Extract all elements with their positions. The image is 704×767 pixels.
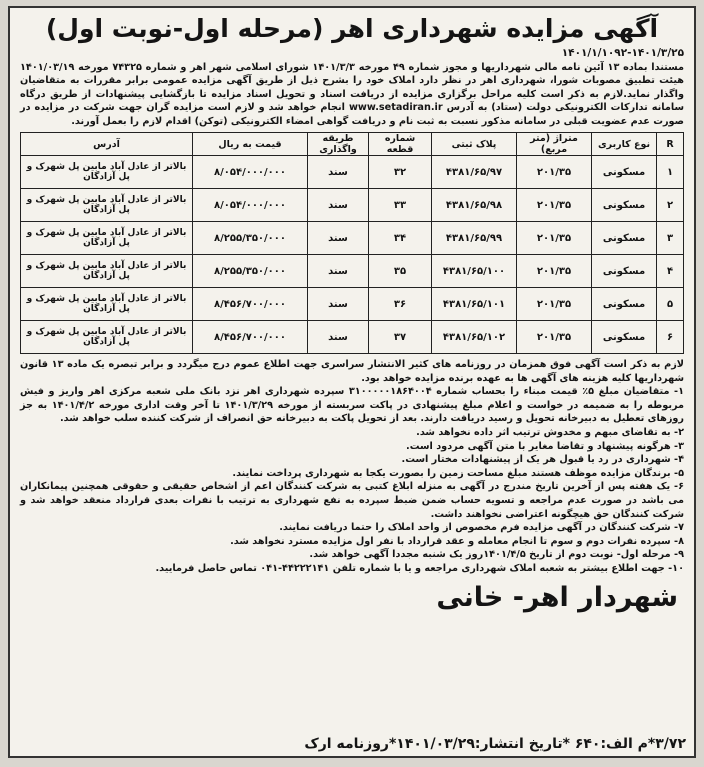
cell-method: سند — [308, 222, 369, 255]
cell-parcel: ۳۵ — [369, 255, 432, 288]
cell-price: ۸/۰۵۴/۰۰۰/۰۰۰ — [193, 156, 308, 189]
conditions-list — [20, 385, 684, 575]
table-row — [21, 156, 684, 189]
cell-method: سند — [308, 156, 369, 189]
table-row — [21, 189, 684, 222]
cell-type: مسکونی — [592, 189, 657, 222]
cell-price: ۸/۲۵۵/۳۵۰/۰۰۰ — [193, 222, 308, 255]
header-r: R — [657, 133, 684, 156]
cell-plate: ۴۳۸۱/۶۵/۱۰۰ — [432, 255, 517, 288]
cell-address: بالاتر از عادل آباد مابین پل شهرک و پل آزادگان — [21, 156, 193, 189]
condition-item: ۷- شرکت کنندگان در آگهی مزایده فرم مخصوص از واحد املاک را حتما دریافت نمایند. — [279, 522, 684, 534]
cell-r: ۶ — [657, 321, 684, 354]
cell-area: ۲۰۱/۳۵ — [517, 189, 592, 222]
cell-address: بالاتر از عادل آباد مابین پل شهرک و پل آزادگان — [21, 255, 193, 288]
cell-parcel: ۳۳ — [369, 189, 432, 222]
cell-address: بالاتر از عادل آباد مابین پل شهرک و پل آزادگان — [21, 189, 193, 222]
table-header-row — [21, 133, 684, 156]
condition-item: ۵- برندگان مزایده موظف هستند مبلغ مساحت زمین را بصورت یکجا به شهرداری پرداخت نمایند. — [232, 467, 684, 479]
header-area: متراژ (متر مربع) — [517, 133, 592, 156]
cell-plate: ۴۳۸۱/۶۵/۹۸ — [432, 189, 517, 222]
header-price: قیمت به ریال — [193, 133, 308, 156]
cell-type: مسکونی — [592, 288, 657, 321]
cell-area: ۲۰۱/۳۵ — [517, 321, 592, 354]
cell-type: مسکونی — [592, 156, 657, 189]
mayor-signature: شهردار اهر- خانی — [436, 581, 678, 613]
page-title: آگهی مزایده شهرداری اهر (مرحله اول-نوبت اول) — [45, 14, 659, 43]
setad-url: www.setadiran.ir — [348, 102, 443, 114]
header-parcel: شماره قطعه — [369, 133, 432, 156]
table-row — [21, 255, 684, 288]
condition-item: ۴- شهرداری در رد یا قبول هر یک از پیشنهادات مختار است. — [401, 454, 684, 466]
conditions-lead: لازم به ذکر است آگهی فوق همزمان در روزنامه های کثیر الانتشار سراسری جهت اطلاع عموم درج میگردد و برابر تبصره یک ماده ۱۳ قانون شهرداریها کلیه هزینه های آگهی ها به عهده برنده مزایده خواهد بود. — [20, 359, 684, 384]
conditions-block — [20, 358, 684, 576]
cell-type: مسکونی — [592, 255, 657, 288]
condition-item: ۳- هرگونه پیشنهاد و تقاضا مغایر با متن آگهی مردود است. — [406, 440, 684, 452]
cell-address: بالاتر از عادل آباد مابین پل شهرک و پل آزادگان — [21, 321, 193, 354]
advertisement-page — [8, 6, 696, 758]
cell-address: بالاتر از عادل آباد مابین پل شهرک و پل آزادگان — [21, 288, 193, 321]
condition-item: ۶- یک هفته پس از آخرین تاریخ مندرج در آگهی به منزله ابلاغ کتبی به شرکت کنندگان اعم از اشخاص حقیقی و حقوقی همچنین پیمانکاران می باشد در صورت عدم مراجعه و تسویه حساب ضمن ضبط سپرده به نفع شهرداری به ترتیب با نفرات بعدی قرارداد منعقد خواهد شد و شرکت کنندگان حق هیچگونه اعتراضی نخواهند داشت. — [20, 481, 684, 520]
cell-r: ۴ — [657, 255, 684, 288]
condition-item: ۲- به تقاضای مبهم و مخدوش ترتیب اثر داده نخواهد شد. — [416, 427, 684, 438]
condition-item: ۸- سپرده نفرات دوم و سوم تا انجام معامله و عقد قرارداد با نفر اول مزایده مسترد نخواهد شد. — [230, 535, 684, 547]
condition-item: ۱- متقاضیان مبلغ ۵٪ قیمت مبناء را بحساب شماره ۳۱۰۰۰۰۰۱۸۶۴۰۰۴ سپرده شهرداری اهر نزد بانک ملی شعبه مرکزی اهر واریز و فیش مربوطه را به ضمیمه در خواست و اعلام مبلغ پیشنهادی در پاکت سربسته از مورخه ۱۴۰۱/۳/۲۹ تا آخر وقت اداری مورخه ۱۴۰۱/۴/۲ به جز روزهای تعطیل به دبیرخانه تحویل و رسید دریافت دارند. بعد از تحویل پاکت به دبیرخانه حق انصراف از شرکت کننده سلب خواهد شد. — [20, 386, 684, 425]
cell-method: سند — [308, 189, 369, 222]
cell-plate: ۴۳۸۱/۶۵/۱۰۱ — [432, 288, 517, 321]
cell-address: بالاتر از عادل آباد مابین پل شهرک و پل آزادگان — [21, 222, 193, 255]
publication-footer: ۳/۷۲*م الف:۶۴۰ *تاریخ انتشار:۱۴۰۱/۰۳/۲۹*روزنامه ارک — [304, 736, 686, 752]
cell-r: ۱ — [657, 156, 684, 189]
cell-parcel: ۳۶ — [369, 288, 432, 321]
condition-item: ۱۰- جهت اطلاع بیشتر به شعبه املاک شهرداری مراجعه و یا با شماره تلفن ۴۴۲۲۲۱۴۱-۰۴۱ تماس حاصل فرمایید. — [155, 562, 684, 574]
cell-method: سند — [308, 321, 369, 354]
table-row — [21, 321, 684, 354]
header-type: نوع کاربری — [592, 133, 657, 156]
cell-type: مسکونی — [592, 321, 657, 354]
cell-r: ۵ — [657, 288, 684, 321]
properties-table — [20, 132, 684, 354]
header-plate: پلاک ثبتی — [432, 133, 517, 156]
cell-r: ۳ — [657, 222, 684, 255]
cell-price: ۸/۲۵۵/۳۵۰/۰۰۰ — [193, 255, 308, 288]
condition-item: ۹- مرحله اول- نوبت دوم از تاریخ ۱۴۰۱/۴/۵روز یک شنبه مجددا آگهی خواهد شد. — [309, 549, 684, 561]
cell-plate: ۴۳۸۱/۶۵/۱۰۲ — [432, 321, 517, 354]
cell-type: مسکونی — [592, 222, 657, 255]
cell-price: ۸/۰۵۴/۰۰۰/۰۰۰ — [193, 189, 308, 222]
cell-area: ۲۰۱/۳۵ — [517, 255, 592, 288]
cell-r: ۲ — [657, 189, 684, 222]
table-row — [21, 288, 684, 321]
cell-area: ۲۰۱/۳۵ — [517, 288, 592, 321]
header-method: طریقه واگذاری — [308, 133, 369, 156]
cell-price: ۸/۴۵۶/۷۰۰/۰۰۰ — [193, 288, 308, 321]
intro-text: مستندا بماده ۱۳ آئین نامه مالی شهرداریها و مجوز شماره ۴۹ مورخه ۱۴۰۱/۳/۳ شورای اسلامی شهر اهر و شماره ۷۴۳۲۵ مورخه ۱۴۰۱/۰۳/۱۹ هیئت تطبیق مصوبات شورا، شهرداری اهر در نظر دارد املاک خود را بشرح ذیل از طریق آگهی مزایده عمومی برابر مقررات به متقاضیان واگذار نماید.لازم به ذکر است کلیه مراحل برگزاری مزایده از دریافت اسناد و تحویل اسناد مزایده تا بازگشایی پیشنهادات از طریق درگاه سامانه تدارکات الکترونیکی دولت (ستاد) به آدرس — [20, 62, 685, 114]
cell-area: ۲۰۱/۳۵ — [517, 222, 592, 255]
cell-parcel: ۳۴ — [369, 222, 432, 255]
cell-method: سند — [308, 288, 369, 321]
table-row — [21, 222, 684, 255]
cell-method: سند — [308, 255, 369, 288]
intro-text-2: انجام خواهد شد و لازم است مزایده گران جهت شرکت در مزایده در صورت عدم عضویت قبلی در سامانه مذکور نسبت به ثبت نام و دریافت گواهی امضاء الکترونیکی (توکن) اقدام لازم را بعمل آورند. — [20, 102, 684, 127]
cell-plate: ۴۳۸۱/۶۵/۹۹ — [432, 222, 517, 255]
cell-plate: ۴۳۸۱/۶۵/۹۷ — [432, 156, 517, 189]
cell-area: ۲۰۱/۳۵ — [517, 156, 592, 189]
cell-parcel: ۳۷ — [369, 321, 432, 354]
reference-number: ۱۴۰۱/۱/۱۰۹۲-۱۴۰۱/۳/۲۵ — [561, 47, 684, 59]
intro-paragraph — [20, 61, 684, 128]
cell-parcel: ۳۲ — [369, 156, 432, 189]
header-address: آدرس — [21, 133, 193, 156]
cell-price: ۸/۴۵۶/۷۰۰/۰۰۰ — [193, 321, 308, 354]
